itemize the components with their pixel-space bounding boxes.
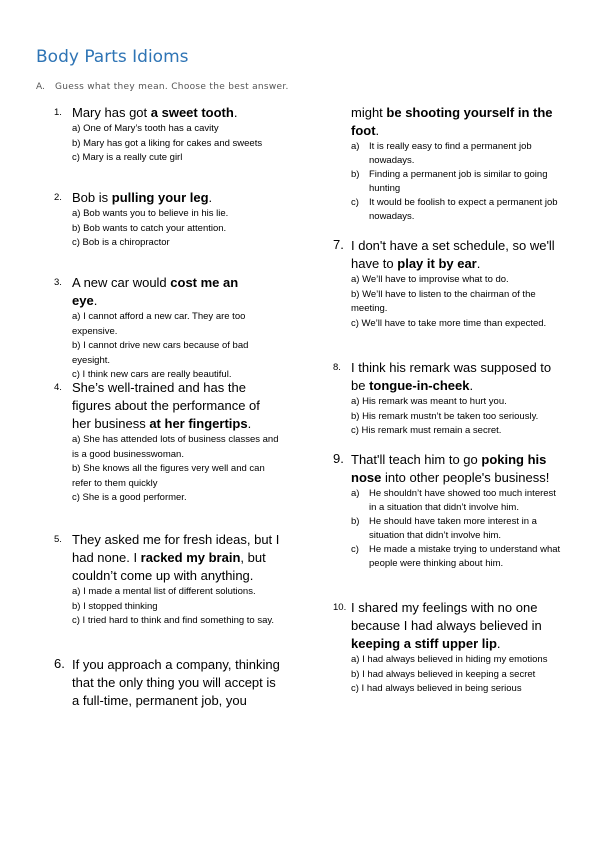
question-number: 1.: [54, 107, 62, 118]
question-stem: I don't have a set schedule, so we'll have to play it by ear.: [351, 238, 555, 271]
option: a) His remark was meant to hurt you.: [351, 396, 507, 407]
idiom: play it by ear: [397, 256, 477, 271]
question-stem: If you approach a company, thinking that the only thing you will accept is a full-time, permanent job, you: [72, 657, 280, 708]
option: b) Mary has got a liking for cakes and sweets: [72, 137, 263, 149]
question-stem: Bob is pulling your leg.: [72, 190, 213, 205]
question-number: 3.: [54, 277, 62, 288]
option: c) He made a mistake trying to understand what people were thinking about him.: [351, 544, 561, 569]
option: a) I made a mental list of different solutions.: [72, 586, 256, 597]
question-8: [333, 359, 563, 451]
question-5: [54, 531, 294, 656]
option: c) I had always believed in being serious: [351, 683, 522, 694]
question-stem: might be shooting yourself in the foot.: [351, 105, 553, 138]
question-number: 5.: [54, 534, 62, 545]
question-number: 9.: [333, 451, 344, 466]
option: a) I had always believed in hiding my emotions: [351, 654, 548, 665]
option: c) It would be foolish to expect a permanent job nowadays.: [351, 197, 558, 222]
option: b) His remark mustn’t be taken too seriously.: [351, 410, 539, 422]
question-stem: I shared my feelings with no one because I had always believed in keeping a stiff upper lip.: [351, 600, 542, 651]
option: c) His remark must remain a secret.: [351, 425, 502, 436]
question-7: [333, 237, 563, 359]
option: a) She has attended lots of business classes and is a good businesswoman.: [72, 434, 279, 460]
idiom: tongue-in-cheek: [369, 378, 470, 393]
idiom: a sweet tooth: [150, 105, 234, 120]
question-stem: She’s well-trained and has the figures about the performance of her business at her fingertips.: [72, 380, 260, 431]
option: a) I cannot afford a new car. They are too expensive.: [72, 311, 246, 337]
question-stem: They asked me for fresh ideas, but I had none. I racked my brain, but couldn’t come up with anything.: [72, 532, 280, 583]
idiom: at her fingertips: [149, 416, 248, 431]
question-stem: Mary has got a sweet tooth.: [72, 105, 238, 120]
option: c) I think new cars are really beautiful.: [72, 369, 232, 380]
question-number: 10.: [333, 602, 347, 613]
question-number: 8.: [333, 362, 341, 373]
instruction-letter: A.: [36, 82, 45, 92]
idiom: cost me an eye: [72, 275, 239, 308]
right-column: [333, 104, 563, 697]
question-1: [54, 104, 294, 189]
option: a) Bob wants you to believe in his lie.: [72, 208, 229, 219]
option: c) She is a good performer.: [72, 492, 187, 503]
page-title: Body Parts Idioms: [36, 47, 189, 67]
question-stem: I think his remark was supposed to be tongue-in-cheek.: [351, 360, 552, 393]
instruction: Guess what they mean. Choose the best answer.: [55, 82, 289, 92]
option: a) He shouldn’t have showed too much interest in a situation that didn’t involve him.: [351, 488, 556, 513]
option: c) Bob is a chiropractor: [72, 237, 170, 248]
question-4: [54, 379, 294, 531]
question-stem: A new car would cost me an eye.: [72, 275, 239, 308]
idiom: be shooting yourself in the foot: [351, 105, 553, 138]
option: b) He should have taken more interest in a situation that didn’t involve him.: [351, 516, 537, 541]
question-6-continued: [333, 104, 563, 237]
option: b) I stopped thinking: [72, 600, 158, 612]
question-number: 6.: [54, 656, 65, 671]
question-number: 4.: [54, 382, 62, 393]
option: a) It is really easy to find a permanent job nowadays.: [351, 141, 532, 166]
question-9: [333, 451, 563, 599]
question-2: [54, 189, 294, 274]
idiom: racked my brain: [140, 550, 241, 565]
left-column: [54, 104, 294, 710]
question-6: [54, 656, 294, 710]
option: c) I tried hard to think and find something to say.: [72, 615, 275, 626]
question-number: 2.: [54, 192, 62, 203]
option: b) I cannot drive new cars because of bad eyesight.: [72, 340, 249, 366]
option: b) I had always believed in keeping a secret: [351, 668, 536, 680]
question-10: [333, 599, 563, 697]
question-number: 7.: [333, 237, 344, 252]
question-stem: That'll teach him to go poking his nose into other people's business!: [351, 452, 550, 485]
question-3: [54, 274, 294, 379]
idiom: keeping a stiff upper lip: [351, 636, 497, 651]
option: b) We’ll have to listen to the chairman of the meeting.: [351, 288, 536, 314]
option: c) We’ll have to take more time than expected.: [351, 317, 547, 329]
option: b) She knows all the figures very well and can refer to them quickly: [72, 463, 265, 489]
option: a) We’ll have to improvise what to do.: [351, 274, 509, 285]
idiom: poking his nose: [351, 452, 547, 485]
option: b) Bob wants to catch your attention.: [72, 222, 227, 234]
option: b) Finding a permanent job is similar to going hunting: [351, 169, 548, 194]
option: a) One of Mary’s tooth has a cavity: [72, 123, 219, 134]
idiom: pulling your leg: [111, 190, 209, 205]
option: c) Mary is a really cute girl: [72, 152, 183, 163]
